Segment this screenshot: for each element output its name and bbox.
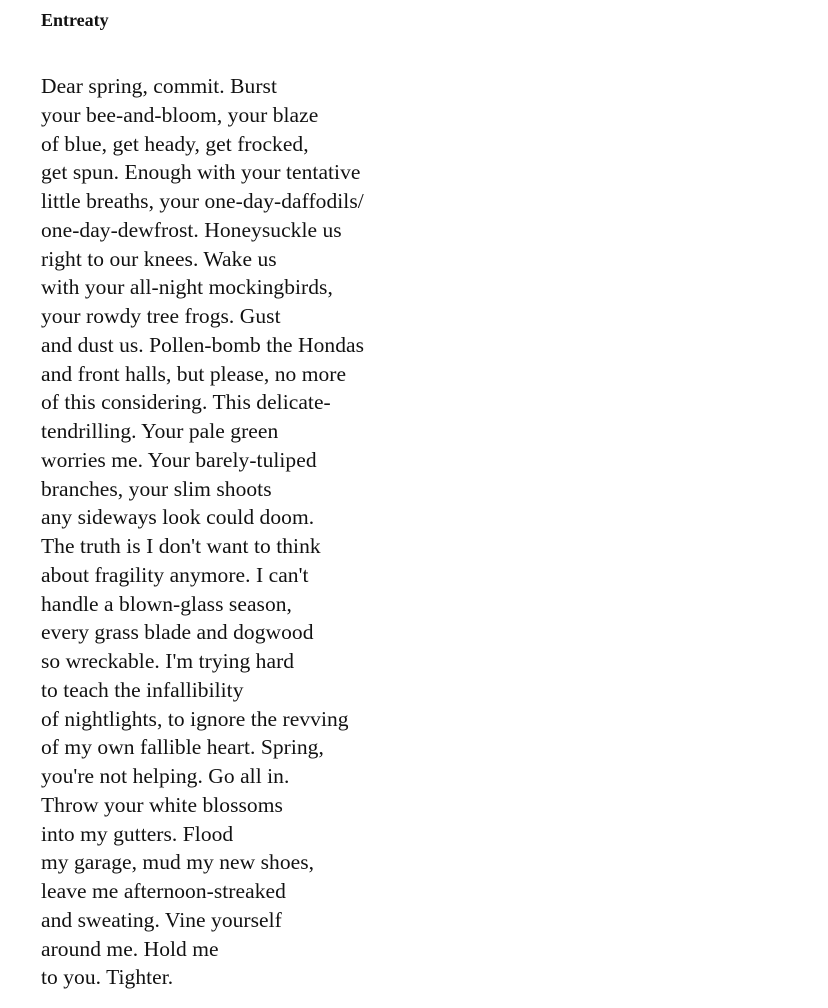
poem-line: about fragility anymore. I can't: [41, 562, 309, 587]
poem-line: worries me. Your barely-tuliped: [41, 447, 317, 472]
poem-line: one-day-dewfrost. Honeysuckle us: [41, 217, 342, 242]
poem-line: into my gutters. Flood: [41, 821, 234, 846]
poem-title: Entreaty: [41, 10, 109, 30]
poem-line: get spun. Enough with your tentative: [41, 160, 361, 185]
poem-line: right to our knees. Wake us: [41, 246, 277, 271]
poem-line: your bee-and-bloom, your blaze: [41, 102, 319, 127]
poem-line: around me. Hold me: [41, 936, 219, 961]
poem-line: The truth is I don't want to think: [41, 534, 321, 558]
poem-line: with your all-night mockingbirds,: [41, 275, 333, 300]
poem-line: you're not helping. Go all in.: [41, 764, 290, 788]
poem-line: so wreckable. I'm trying hard: [41, 649, 295, 673]
poem-line: Throw your white blossoms: [41, 792, 283, 817]
poem-line: to teach the infallibility: [41, 677, 244, 702]
poem-line: little breaths, your one-day-daffodils/: [41, 189, 364, 213]
poem-line: of nightlights, to ignore the revving: [41, 706, 349, 731]
poem-line: any sideways look could doom.: [41, 505, 315, 530]
poem-line: my garage, mud my new shoes,: [41, 850, 315, 875]
poem-line: leave me afternoon-streaked: [41, 879, 286, 903]
poem-line: handle a blown-glass season,: [41, 591, 292, 616]
poem-line: of this considering. This delicate-: [41, 390, 331, 415]
poem-line: and dust us. Pollen-bomb the Hondas: [41, 332, 365, 357]
poem-line: branches, your slim shoots: [41, 476, 272, 501]
poem-page: [41, 0, 828, 1008]
poem-line: Dear spring, commit. Burst: [41, 74, 277, 98]
poem-body: [41, 72, 364, 992]
poem-line: of my own fallible heart. Spring,: [41, 735, 324, 760]
poem-line: tendrilling. Your pale green: [41, 419, 279, 443]
poem-line: of blue, get heady, get frocked,: [41, 131, 309, 156]
poem-line: to you. Tighter.: [41, 965, 174, 990]
poem-line: and sweating. Vine yourself: [41, 907, 282, 932]
poem-line: and front halls, but please, no more: [41, 361, 347, 386]
poem-line: your rowdy tree frogs. Gust: [41, 304, 281, 328]
poem-line: every grass blade and dogwood: [41, 620, 314, 645]
